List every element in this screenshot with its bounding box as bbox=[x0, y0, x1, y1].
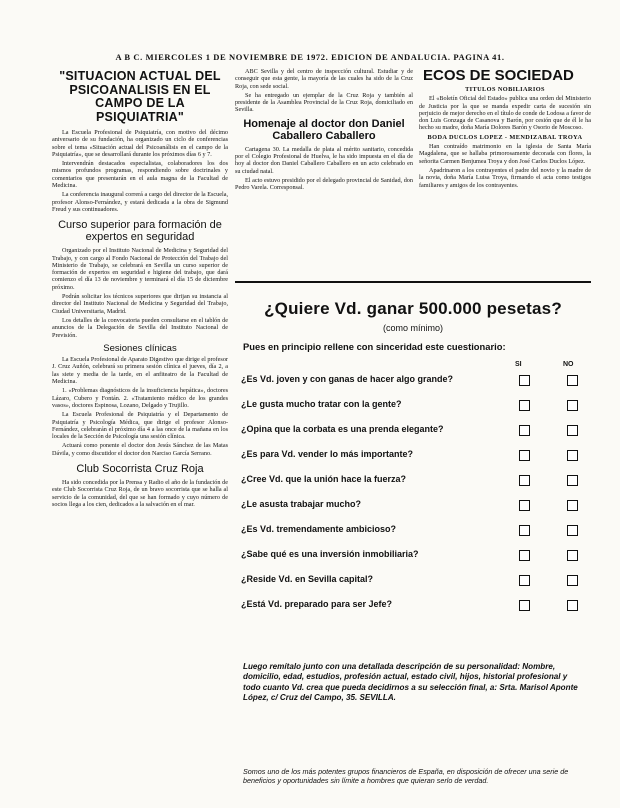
ad-intro: Pues en principio rellene con sinceridad este cuestionario: bbox=[243, 341, 506, 352]
si-checkbox[interactable] bbox=[519, 550, 530, 561]
si-checkbox[interactable] bbox=[519, 375, 530, 386]
no-checkbox[interactable] bbox=[567, 450, 578, 461]
ad-title: ¿Quiere Vd. ganar 500.000 pesetas? bbox=[264, 299, 562, 318]
column-right bbox=[419, 68, 591, 276]
question-row bbox=[241, 374, 581, 390]
question-text: ¿Reside Vd. en Sevilla capital? bbox=[241, 574, 374, 584]
article-paragraph: Ha sido concedida por la Prensa y Radio el año de la fundación de este Club Socorrista Cruz Roja, de un bravo socorrista que se halla al servicio de la comunidad, del que se han formado y cuyo número de socios llega a los cien, dedicados a la salvación en el mar. bbox=[52, 478, 228, 508]
article-paragraph: Los detalles de la convocatoria pueden consultarse en el tablón de anuncios de la Delegación de Sevilla del Instituto Nacional de Previsión. bbox=[52, 316, 228, 339]
article-title-cruz-roja: Club Socorrista Cruz Roja bbox=[76, 462, 204, 475]
article-paragraph: Han contraído matrimonio en la iglesia de Santa María Magdalena, que se hallaba primorosamente decorada con flores, la señorita Carmen Benjumea Troya y don José Carlos Duclos López. bbox=[419, 143, 591, 165]
article-paragraph: Apadrinaron a los contrayentes el padre del novio y la madre de la novia, doña María Luisa Troya, firmando el acta como testigos familiares y amigos de los contrayentes. bbox=[419, 166, 591, 189]
question-text: ¿Le asusta trabajar mucho? bbox=[241, 499, 362, 509]
article-paragraph: La Escuela Profesional de Aparato Digestivo que dirige el profesor J. Cruz Auñón, celebrará su primera sesión clínica el jueves, día 2, a las siete y media de la tarde, en el anfiteatro de la Facultad de Medicina. bbox=[52, 356, 228, 386]
article-paragraph: La Escuela Profesional de Psiquiatría, con motivo del décimo aniversario de su fundación, ha organizado un ciclo de conferencias sobre el tema «Situación actual del Psicoanálisis en el campo de la Psiquiatría», que se desarrollará durante los próximos días 6 y 7. bbox=[52, 129, 228, 158]
question-text: ¿Le gusta mucho tratar con la gente? bbox=[241, 399, 402, 409]
question-text: ¿Sabe qué es una inversión inmobiliaria? bbox=[241, 549, 419, 559]
article-title-psicoanalisis: "SITUACION ACTUAL DEL PSICOANALISIS EN EL CAMPO DE LA PSIQUIATRIA" bbox=[59, 69, 221, 124]
question-text: ¿Está Vd. preparado para ser Jefe? bbox=[241, 599, 393, 609]
no-checkbox[interactable] bbox=[567, 425, 578, 436]
article-paragraph: Cartagena 30. La medalla de plata al mérito sanitario, concedida por el Colegio Profesional de Huelva, le ha sido impuesta en el día de hoy al doctor don Daniel Caballero Caballero en un acto celebrado en su ciudad natal. bbox=[235, 145, 413, 175]
si-checkbox[interactable] bbox=[519, 475, 530, 486]
article-paragraph: 1. «Problemas diagnósticos de la insuficiencia hepática», doctores Lázaro, Cubero y Fontán. 2. «Tratamiento médico de los grandes vasos», doctores Espinosa, Lozano, Delgado y Trujillo. bbox=[52, 387, 228, 409]
question-row bbox=[241, 424, 581, 440]
question-row bbox=[241, 399, 581, 415]
section-subheading: BODA DUCLOS LOPEZ - MENDIZABAL TROYA bbox=[427, 133, 583, 141]
no-checkbox[interactable] bbox=[567, 375, 578, 386]
question-row bbox=[241, 549, 581, 565]
question-row bbox=[241, 499, 581, 515]
ad-divider bbox=[235, 281, 591, 283]
si-checkbox[interactable] bbox=[519, 400, 530, 411]
no-checkbox[interactable] bbox=[567, 400, 578, 411]
ad-instructions: Luego remítalo junto con una detallada descripción de su personalidad: Nombre, domicilio, edad, estudios, profesión actual, estado civil, hijos, historial profesional y todo cuanto Vd. crea que pueda decidirnos a su selección final, a: Srta. Marisol Aponte López, c/ Cruz del Campo, 35. SEVILLA. bbox=[243, 662, 578, 703]
article-paragraph: Podrán solicitar los técnicos superiores que dirijan su instancia al director del Instituto Nacional de Medicina y Seguridad del Trabajo, Ciudad Universitaria, Madrid. bbox=[52, 293, 228, 315]
question-text: ¿Cree Vd. que la unión hace la fuerza? bbox=[241, 474, 407, 484]
article-paragraph: Intervendrán destacados especialistas, colaboradores los dos mismos profundos programas, respondiendo sobre doctrinales y comentarios que presentarán en el aula magna de la Facultad de Medicina. bbox=[52, 160, 228, 190]
si-checkbox[interactable] bbox=[519, 600, 530, 611]
si-column-label: SI bbox=[515, 361, 522, 368]
question-row bbox=[241, 574, 581, 590]
section-subheading: TITULOS NOBILIARIOS bbox=[465, 86, 545, 93]
advertisement bbox=[235, 285, 591, 800]
si-checkbox[interactable] bbox=[519, 500, 530, 511]
article-title-homenaje: Homenaje al doctor don Daniel Caballero Caballero bbox=[243, 117, 405, 142]
no-checkbox[interactable] bbox=[567, 475, 578, 486]
article-title-sesiones: Sesiones clínicas bbox=[103, 342, 177, 354]
page-header: A B C. MIERCOLES 1 DE NOVIEMBRE DE 1972. EDICION DE ANDALUCIA. PAGINA 41. bbox=[115, 52, 505, 62]
no-checkbox[interactable] bbox=[567, 600, 578, 611]
question-row bbox=[241, 599, 581, 615]
si-checkbox[interactable] bbox=[519, 425, 530, 436]
question-row bbox=[241, 449, 581, 465]
question-text: ¿Opina que la corbata es una prenda elegante? bbox=[241, 424, 444, 434]
question-text: ¿Es Vd. joven y con ganas de hacer algo grande? bbox=[241, 374, 454, 384]
question-text: ¿Es para Vd. vender lo más importante? bbox=[241, 449, 414, 459]
article-paragraph: ABC Sevilla y del centro de inspección cultural. Estudiar y de conseguir que esta gente, la mayoría de las cuales ha sido de la Cruz Roja, con sede social. bbox=[235, 68, 413, 90]
article-title-curso: Curso superior para formación de expertos en seguridad bbox=[58, 219, 222, 244]
column-left bbox=[52, 68, 228, 803]
no-checkbox[interactable] bbox=[567, 525, 578, 536]
article-paragraph: El «Boletín Oficial del Estado» publica una orden del Ministerio de Justicia por la que se manda expedir carta de sucesión sin perjuicio de mejor derecho en el título de conde de Lodosa a favor de don Luis Gonzaga de Casanova y Barón, por cesión que de él le ha hecho su madre, doña María Dolores Barón y Osorio de Moscoso. bbox=[419, 95, 591, 132]
article-paragraph: Actuará como ponente el doctor don Jesús Sánchez de las Matas Dávila, y como discutidor el doctor don Narciso García Serrano. bbox=[52, 442, 228, 457]
article-paragraph: La Escuela Profesional de Psiquiatría y el Departamento de Psiquiatría y Psicología Médica, que dirige el profesor Alonso-Fernández, celebrarán el próximo día 4 a las once de la mañana en los locales de la Sección de Psicología una sesión clínica. bbox=[52, 411, 228, 441]
ecos-de-sociedad-title: ECOS DE SOCIEDAD bbox=[423, 68, 574, 84]
question-row bbox=[241, 474, 581, 490]
article-paragraph: La conferencia inaugural correrá a cargo del director de la Escuela, profesor Alonso-Fernández, y estará dedicada a la obra de Sigmund Freud y sus continuadores. bbox=[52, 191, 228, 213]
article-paragraph: El acto estuvo presidido por el delegado provincial de Sanidad, don Pedro Varela. Corresponsal. bbox=[235, 176, 413, 192]
no-column-label: NO bbox=[563, 361, 574, 368]
si-checkbox[interactable] bbox=[519, 575, 530, 586]
question-row bbox=[241, 524, 581, 540]
ad-subtitle: (como mínimo) bbox=[382, 323, 443, 333]
question-text: ¿Es Vd. tremendamente ambicioso? bbox=[241, 524, 397, 534]
column-middle bbox=[235, 68, 413, 276]
no-checkbox[interactable] bbox=[567, 550, 578, 561]
article-paragraph: Se ha entregado un ejemplar de la Cruz Roja y también al presidente de la Asamblea Provincial de la Cruz Roja, domiciliado en Sevilla. bbox=[235, 91, 413, 114]
article-paragraph: Organizado por el Instituto Nacional de Medicina y Seguridad del Trabajo, y con cargo al Fondo Nacional de Protección del Trabajo del Ministerio de Trabajo, se celebrará en Sevilla un curso superior de formación de expertos en seguridad e higiene del trabajo, que dará comienzo el día 13 de noviembre y terminará el día 15 de diciembre próximo. bbox=[52, 247, 228, 291]
no-checkbox[interactable] bbox=[567, 575, 578, 586]
si-checkbox[interactable] bbox=[519, 525, 530, 536]
si-checkbox[interactable] bbox=[519, 450, 530, 461]
no-checkbox[interactable] bbox=[567, 500, 578, 511]
ad-footer: Somos uno de los más potentes grupos financieros de España, en disposición de ofrecer una serie de beneficios y oportunidades sin límite a hombres que quieran serlo de verdad. bbox=[243, 767, 569, 785]
